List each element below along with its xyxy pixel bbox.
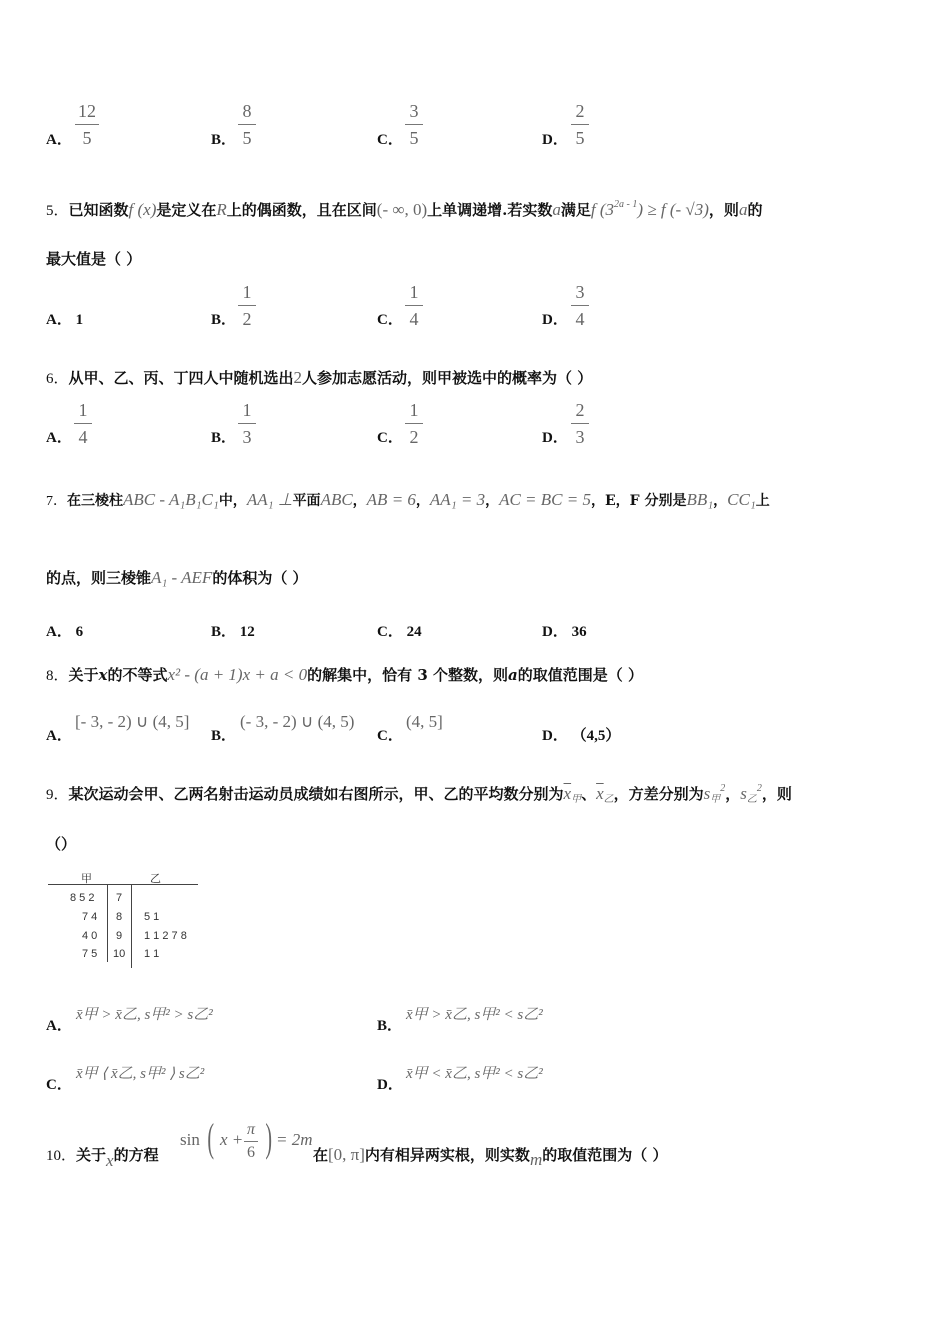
option-value: 24 — [406, 624, 422, 640]
comma: ， — [725, 785, 741, 803]
subscript: 甲 — [710, 794, 721, 805]
question-number: 7． — [46, 494, 67, 509]
fraction — [399, 401, 429, 446]
question-9-line2: （） — [46, 835, 77, 853]
option-label: C． — [377, 728, 403, 744]
paren-right: ) — [265, 1115, 272, 1160]
question-7-line2 — [46, 567, 308, 588]
option-value: 12 — [239, 624, 255, 640]
math-var-jia — [704, 784, 726, 803]
option-label: D． — [542, 430, 568, 446]
math-mean-yi — [596, 784, 614, 803]
q5-text: 是定义在 — [156, 201, 217, 219]
option-label: D． — [542, 728, 568, 744]
leaf-left: 4 0 — [82, 930, 98, 942]
subscript: 甲 — [571, 794, 582, 805]
q7-text: 平面 — [292, 493, 321, 509]
superscript: 2 — [756, 783, 762, 794]
denominator: 4 — [409, 309, 419, 329]
numerator: 3 — [409, 101, 419, 121]
sin: sin — [180, 1130, 200, 1149]
option-a — [46, 308, 83, 329]
q8-text: 关于 — [68, 666, 99, 684]
question-number: 9． — [46, 787, 69, 803]
math-x: x — [106, 1151, 114, 1170]
option-label: A． — [46, 624, 72, 640]
option-value: 36 — [571, 624, 587, 640]
option-value: x̄甲 ⟨ x̄乙, s甲² ⟩ s乙² — [76, 1066, 205, 1082]
option-value: （4,5） — [571, 728, 621, 744]
math-R: R — [216, 200, 227, 219]
math-abc: ABC — [320, 490, 353, 509]
option-label: B． — [377, 1018, 403, 1034]
math-ab: AB = 6 — [366, 490, 416, 509]
math-x: x — [98, 666, 108, 684]
math-cc1: CC₁ — [727, 490, 756, 509]
stem-value: 7 — [116, 892, 123, 904]
option-value: x̄甲 > x̄乙, s甲² > s乙² — [76, 1007, 213, 1023]
math-aa1: AA₁ = 3 — [429, 490, 486, 509]
math-m: m — [529, 1150, 543, 1169]
question-8 — [46, 664, 643, 685]
math-var-yi — [740, 784, 762, 803]
option-label: C． — [377, 430, 403, 446]
question-number: 5． — [46, 203, 69, 219]
numerator: 2 — [575, 101, 585, 121]
numerator: 1 — [242, 400, 252, 420]
comma: ， — [713, 493, 728, 509]
question-6 — [46, 367, 592, 388]
option-b — [211, 620, 255, 641]
option-label: C． — [377, 624, 403, 640]
option-value: [- 3, - 2) ∪ (4, 5] — [75, 712, 190, 731]
numerator: 3 — [575, 282, 585, 302]
q7-text: 在三棱柱 — [67, 493, 123, 509]
condition-part: ) ≥ f (- √3) — [637, 200, 709, 219]
fraction — [399, 283, 429, 328]
math-bb1: BB₁ — [686, 490, 714, 509]
q10-text: 的方程 — [113, 1146, 159, 1164]
q8-text: 的不等式 — [107, 666, 168, 684]
denominator: 6 — [247, 1144, 255, 1161]
q7-text: 中， — [218, 493, 247, 509]
denominator: 3 — [242, 427, 252, 447]
math-mean-jia — [564, 784, 582, 803]
stem-value: 10 — [113, 948, 126, 960]
option-label: B． — [211, 132, 237, 148]
q7-text: ，E，F 分别是 — [590, 493, 687, 509]
math-a: a — [507, 666, 518, 684]
fraction — [238, 1122, 264, 1161]
option-label: A． — [46, 312, 72, 328]
option-value: (- 3, - 2) ∪ (4, 5) — [240, 712, 355, 731]
option-label: B． — [211, 430, 237, 446]
leaf-right: 1 1 — [144, 948, 160, 960]
math-a: a — [738, 200, 748, 219]
fraction — [72, 102, 102, 147]
numerator: 12 — [78, 101, 96, 121]
fraction — [232, 102, 262, 147]
option-d — [542, 620, 587, 641]
leaf-left: 8 5 2 — [70, 892, 95, 904]
denominator: 2 — [409, 427, 419, 447]
option-label: D． — [542, 312, 568, 328]
math-acbc: AC = BC = 5 — [499, 490, 591, 509]
numerator: 2 — [575, 400, 585, 420]
x-bar: $\overline{x}$ — [563, 784, 572, 803]
option-label: D． — [542, 624, 568, 640]
numerator: 1 — [409, 400, 419, 420]
stem-leaf-plot — [48, 868, 200, 968]
q9-text: ，方差分别为 — [613, 785, 704, 803]
denominator: 3 — [575, 427, 585, 447]
option-value: 6 — [75, 624, 84, 640]
stem-rule-left — [107, 884, 108, 962]
denominator: 4 — [78, 427, 88, 447]
plot-head-left: 甲 — [81, 873, 92, 885]
question-number: 8． — [46, 668, 69, 684]
s: s — [703, 784, 711, 803]
denominator: 2 — [242, 309, 252, 329]
numerator: 1 — [409, 282, 419, 302]
stem-value: 8 — [116, 911, 123, 923]
fraction — [399, 102, 429, 147]
subscript: 乙 — [746, 794, 757, 805]
math-perp: AA₁ ⊥ — [246, 490, 293, 509]
denominator: 5 — [575, 128, 585, 148]
question-5-line2: 最大值是（ ） — [46, 250, 142, 268]
fraction — [565, 401, 595, 446]
q8-text: 的取值范围是（ ） — [517, 666, 643, 684]
leaf-right: 1 1 2 7 8 — [144, 930, 187, 942]
q7-text: 的体积为（ ） — [212, 569, 308, 587]
option-label: B． — [211, 312, 237, 328]
subscript: 乙 — [603, 794, 614, 805]
math-a: a — [552, 200, 561, 219]
rhs: = 2m — [276, 1130, 313, 1149]
question-9-line1 — [46, 783, 792, 805]
fraction — [565, 283, 595, 328]
math-interval: [0, π] — [328, 1145, 365, 1164]
option-label: A． — [46, 132, 72, 148]
denominator: 5 — [409, 128, 419, 148]
q10-text: 在 — [313, 1146, 329, 1164]
stem-rule-right — [131, 884, 132, 968]
q5-text: 已知函数 — [68, 201, 129, 219]
numerator: π — [246, 1121, 255, 1138]
q5-text: 的 — [747, 201, 763, 219]
option-label: D． — [377, 1077, 403, 1093]
question-5-line1 — [46, 199, 762, 220]
option-label: D． — [542, 132, 568, 148]
numerator: 1 — [242, 282, 252, 302]
option-label: A． — [46, 430, 72, 446]
denominator: 5 — [242, 128, 252, 148]
comma: ， — [352, 493, 367, 509]
question-number: 10． — [46, 1148, 77, 1164]
option-label: C． — [377, 312, 403, 328]
q7-text: 上 — [755, 493, 770, 509]
numerator: 1 — [78, 400, 88, 420]
q5-text: 满足 — [560, 201, 591, 219]
option-label: C． — [377, 132, 403, 148]
q9-text: 某次运动会甲、乙两名射击运动员成绩如右图所示，甲、乙的平均数分别为 — [68, 785, 564, 803]
x-bar: $\overline{x}$ — [596, 784, 604, 803]
q5-text: 上的偶函数，且在区间 — [226, 201, 377, 219]
option-value: x̄甲 < x̄乙, s甲² < s乙² — [406, 1066, 543, 1082]
question-10-cont — [313, 1144, 668, 1169]
comma: ， — [415, 493, 430, 509]
option-label: C． — [46, 1077, 72, 1093]
option-label: B． — [211, 624, 237, 640]
q9-text: ，则 — [761, 785, 792, 803]
math-equation — [180, 1115, 313, 1168]
question-10 — [46, 1144, 159, 1170]
math-inequality: x² - (a + 1)x + a < 0 — [167, 665, 308, 684]
leaf-right: 5 1 — [144, 911, 160, 923]
option-value: 1 — [75, 312, 84, 328]
q5-text: ，则 — [708, 201, 739, 219]
fraction — [68, 401, 98, 446]
denominator: 5 — [82, 128, 92, 148]
paren-left: ( — [207, 1115, 214, 1160]
option-label: A． — [46, 1018, 72, 1034]
q10-text: 关于 — [76, 1146, 107, 1164]
s: s — [740, 784, 747, 803]
superscript: 2 — [720, 783, 726, 794]
math-prism: ABC - A₁B₁C₁ — [123, 490, 219, 509]
leaf-left: 7 5 — [82, 948, 98, 960]
math-number: 2 — [293, 368, 303, 387]
q6-text: 人参加志愿活动，则甲被选中的概率为（ ） — [302, 369, 593, 387]
q6-text: 从甲、乙、丙、丁四人中随机选出 — [68, 369, 294, 387]
comma: ， — [485, 493, 500, 509]
math-interval: (- ∞, 0) — [376, 200, 428, 219]
stem-value: 9 — [116, 930, 123, 942]
question-7-line1 — [46, 490, 770, 510]
q10-text: 内有相异两实根，则实数 — [364, 1146, 530, 1164]
header-rule — [48, 884, 198, 885]
separator: 、 — [581, 785, 597, 803]
fraction — [232, 401, 262, 446]
option-label: A． — [46, 728, 72, 744]
q8-text: 的解集中，恰有 3 个整数，则 — [307, 666, 508, 684]
math-pyramid: A₁ - AEF — [151, 568, 213, 587]
q7-text: 的点，则三棱锥 — [46, 569, 152, 587]
inner-expr: x + — [220, 1130, 244, 1149]
option-d — [542, 724, 620, 745]
question-number: 6． — [46, 371, 69, 387]
exponent: 2a - 1 — [614, 199, 638, 210]
denominator: 4 — [575, 309, 585, 329]
condition-part: f (3 — [590, 200, 615, 219]
option-c — [377, 620, 422, 641]
option-label: B． — [211, 728, 237, 744]
leaf-left: 7 4 — [82, 911, 98, 923]
option-a — [46, 620, 83, 641]
option-value: (4, 5] — [406, 712, 443, 731]
math-condition — [591, 200, 709, 219]
fraction — [565, 102, 595, 147]
q5-text: 上单调递增.若实数 — [427, 201, 553, 219]
fraction — [232, 283, 262, 328]
numerator: 8 — [242, 101, 252, 121]
q10-text: 的取值范围为（ ） — [542, 1146, 668, 1164]
plot-head-right: 乙 — [150, 873, 161, 885]
option-value: x̄甲 > x̄乙, s甲² < s乙² — [406, 1007, 543, 1023]
math-fx: f (x) — [128, 200, 157, 219]
